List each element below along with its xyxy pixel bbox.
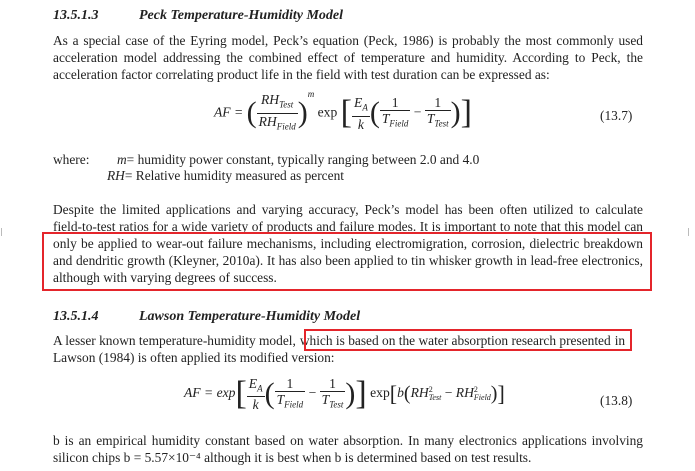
exp-function: exp xyxy=(370,385,390,401)
highlighted-text-fragment: which is based on the water absorption research presented xyxy=(299,333,611,348)
rh-field-symbol: RH xyxy=(258,113,277,129)
ea-symbol: E xyxy=(248,375,258,391)
minus-sign: − xyxy=(308,385,317,401)
left-bracket-2: [ xyxy=(389,381,398,406)
section-number: 13.5.1.3 xyxy=(53,8,99,23)
inverse-t-test-fraction xyxy=(320,376,346,413)
text-fragment: in xyxy=(614,333,626,348)
left-margin-mark xyxy=(1,228,5,236)
text-line: field-to-test ratios for a wide variety of products and failure modes. It is important to note that this model can xyxy=(53,219,643,234)
t-field-symbol: T xyxy=(381,110,390,126)
equation-number: (13.8) xyxy=(600,393,633,408)
equation-lawson xyxy=(184,375,505,413)
ea-over-k-fraction xyxy=(247,376,265,413)
squared: 2 xyxy=(428,385,433,394)
lawson-tail-paragraph xyxy=(53,432,643,466)
right-paren-2: ) xyxy=(490,382,498,405)
t-test-subscript: Test xyxy=(434,118,449,129)
left-bracket: [ xyxy=(235,375,247,412)
exponent-m: m xyxy=(307,88,315,99)
rh-field-scripts xyxy=(474,386,491,402)
left-paren-inner: ( xyxy=(369,96,380,130)
ea-subscript: A xyxy=(362,102,368,113)
where-symbol: RH xyxy=(107,168,125,183)
k-symbol: k xyxy=(357,116,364,132)
inverse-t-field-fraction xyxy=(275,376,306,413)
t-field-subscript: Field xyxy=(389,118,409,129)
rh-test-subscript: Test xyxy=(279,99,294,110)
t-test-symbol: T xyxy=(321,391,330,407)
rh-test-symbol: RH xyxy=(261,92,280,107)
ea-over-k-fraction xyxy=(352,95,370,132)
section-title: Peck Temperature-Humidity Model xyxy=(139,8,344,23)
ea-subscript: A xyxy=(257,383,263,394)
text-line: acceleration model addressing the combined effect of temperature and humidity. According to Peck, the xyxy=(53,50,643,65)
numerator-one: 1 xyxy=(275,376,306,392)
right-margin-mark xyxy=(688,228,692,236)
peck-intro-paragraph xyxy=(53,32,643,83)
text-line: As a special case of the Eyring model, Peck’s equation (Peck, 1986) is probably the most commonly used xyxy=(53,33,643,48)
t-field-symbol: T xyxy=(276,391,285,407)
section-heading-lawson xyxy=(53,309,360,325)
rh-test-symbol: RH xyxy=(410,385,429,401)
minus-sign: − xyxy=(444,385,453,401)
text-line: Despite the limited applications and varying accuracy, Peck’s model has been often utilized to calculate xyxy=(53,202,643,217)
right-paren-inner: ) xyxy=(450,96,461,130)
rh-test-scripts xyxy=(429,386,442,402)
highlight-box-wearout xyxy=(42,232,652,291)
section-number: 13.5.1.4 xyxy=(53,309,99,324)
rh-ratio-fraction xyxy=(257,92,298,134)
numerator-one: 1 xyxy=(380,95,411,111)
right-bracket: ] xyxy=(460,94,472,132)
inverse-t-test-fraction xyxy=(425,95,451,132)
equation-number: (13.7) xyxy=(600,108,633,123)
rh-field-symbol: RH xyxy=(455,385,474,401)
minus-sign: − xyxy=(413,104,422,120)
section-title: Lawson Temperature-Humidity Model xyxy=(139,309,361,324)
rh-field-subscript: Field xyxy=(276,121,296,132)
right-paren: ) xyxy=(345,377,356,410)
eq-lhs: AF = xyxy=(214,104,244,120)
where-item-m xyxy=(117,152,479,168)
text-line: b is an empirical humidity constant based on water absorption. In many electronics applications involving xyxy=(53,433,643,448)
left-bracket: [ xyxy=(340,94,352,132)
squared: 2 xyxy=(473,385,478,394)
t-field-subscript: Field xyxy=(284,399,304,410)
right-bracket: ] xyxy=(355,375,367,412)
section-heading-peck xyxy=(53,8,343,24)
text-line: and dendritic growth (Kleyner, 2010a). It has also been applied to tin whisker growth in lead-free electronics, xyxy=(53,253,643,268)
numerator-one: 1 xyxy=(320,376,346,392)
rh-test-subscript: Test xyxy=(428,393,442,402)
b-symbol: b xyxy=(397,385,404,401)
where-label: where: xyxy=(53,152,90,167)
ea-symbol: E xyxy=(354,94,363,110)
where-text: = humidity power constant, typically ranging between 2.0 and 4.0 xyxy=(126,152,480,167)
t-test-symbol: T xyxy=(426,110,435,126)
t-test-subscript: Test xyxy=(329,399,344,410)
text-line: acceleration factor correlating product life in the field with test duration can be expressed as: xyxy=(53,67,550,82)
rh-field-subscript: Field xyxy=(473,393,491,402)
where-text: = Relative humidity measured as percent xyxy=(124,168,344,183)
numerator-one: 1 xyxy=(425,95,451,111)
left-paren: ( xyxy=(264,377,275,410)
text-fragment: A lesser known temperature-humidity model, xyxy=(53,333,296,348)
right-paren: ) xyxy=(297,96,308,130)
left-paren-2: ( xyxy=(403,382,411,405)
where-item-rh xyxy=(107,168,344,184)
right-bracket-2: ] xyxy=(497,381,505,406)
lawson-intro-line-2: Lawson (1984) is often applied its modified version: xyxy=(53,350,335,365)
text-line: only be applied to wear-out failure mechanisms, including electromigration, corrosion, dielectric breakdown xyxy=(53,236,643,251)
left-paren: ( xyxy=(246,96,257,130)
equation-peck xyxy=(214,88,472,134)
eq-lhs: AF = exp xyxy=(184,385,236,401)
text-line: silicon chips b = 5.57×10⁻⁴ although it is best when b is determined based on test results. xyxy=(53,450,532,465)
k-symbol: k xyxy=(252,397,259,413)
highlight-box-water-absorption xyxy=(304,329,632,351)
text-line: although with varying degrees of success. xyxy=(53,270,277,285)
inverse-t-field-fraction xyxy=(380,95,411,132)
where-symbol: m xyxy=(117,152,127,167)
exp-function: exp xyxy=(317,104,338,120)
